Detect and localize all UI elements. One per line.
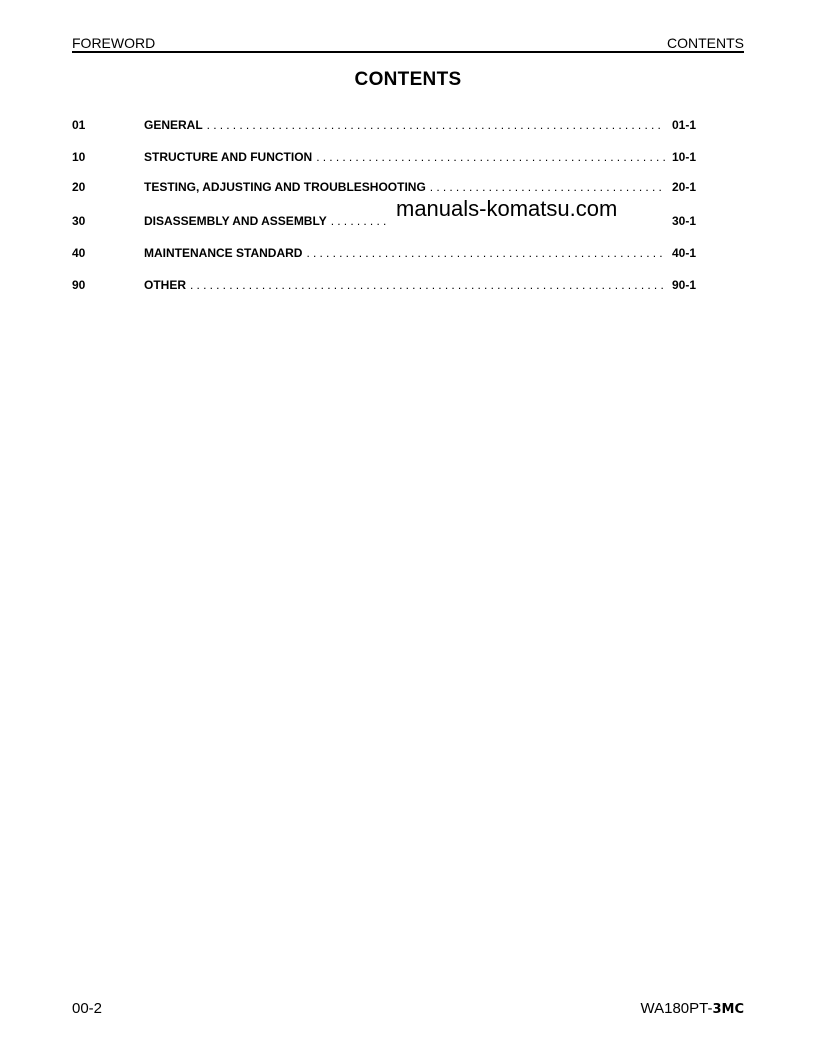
dot-leader: ...................................................... <box>316 150 670 164</box>
dot-leader: ......................................................................... <box>190 278 667 292</box>
dot-leader: ...................................................................... <box>206 118 665 132</box>
toc-page: 90-1 <box>671 278 696 292</box>
toc-number: 01 <box>72 118 86 132</box>
toc-page: 10-1 <box>671 150 696 164</box>
toc-page: 40-1 <box>671 246 696 260</box>
toc-number: 40 <box>72 246 86 260</box>
toc-entry[interactable] <box>72 149 696 165</box>
toc-page: 01-1 <box>671 118 696 132</box>
model-number <box>641 1000 745 1017</box>
toc-label: TESTING, ADJUSTING AND TROUBLESHOOTING <box>144 180 426 194</box>
toc-entry[interactable] <box>72 245 696 261</box>
watermark: manuals-komatsu.com <box>396 196 618 221</box>
toc-entry[interactable] <box>72 277 696 293</box>
toc-label: STRUCTURE AND FUNCTION <box>144 150 313 164</box>
toc-label: GENERAL <box>144 118 203 132</box>
dot-leader: .................................... <box>429 180 666 194</box>
toc-number: 30 <box>72 214 86 228</box>
running-header <box>72 35 744 53</box>
toc-entry[interactable] <box>72 179 696 195</box>
model-name: WA180PT- <box>640 1000 713 1017</box>
model-suffix: 3MC <box>712 1002 744 1017</box>
dot-leader: ......... <box>330 214 390 228</box>
toc-label: DISASSEMBLY AND ASSEMBLY <box>144 214 327 228</box>
toc-number: 10 <box>72 150 86 164</box>
dot-leader: ....................................................... <box>306 246 666 260</box>
toc-entry[interactable] <box>72 117 696 133</box>
page-title: CONTENTS <box>354 69 462 90</box>
toc-label: OTHER <box>144 278 186 292</box>
toc-page: 20-1 <box>671 180 696 194</box>
page-number: 00-2 <box>72 1000 103 1017</box>
toc-number: 20 <box>72 180 86 194</box>
toc-label: MAINTENANCE STANDARD <box>144 246 303 260</box>
toc-page: 30-1 <box>671 214 696 228</box>
header-section: FOREWORD <box>72 35 156 51</box>
header-chapter: CONTENTS <box>667 35 744 51</box>
toc-number: 90 <box>72 278 86 292</box>
